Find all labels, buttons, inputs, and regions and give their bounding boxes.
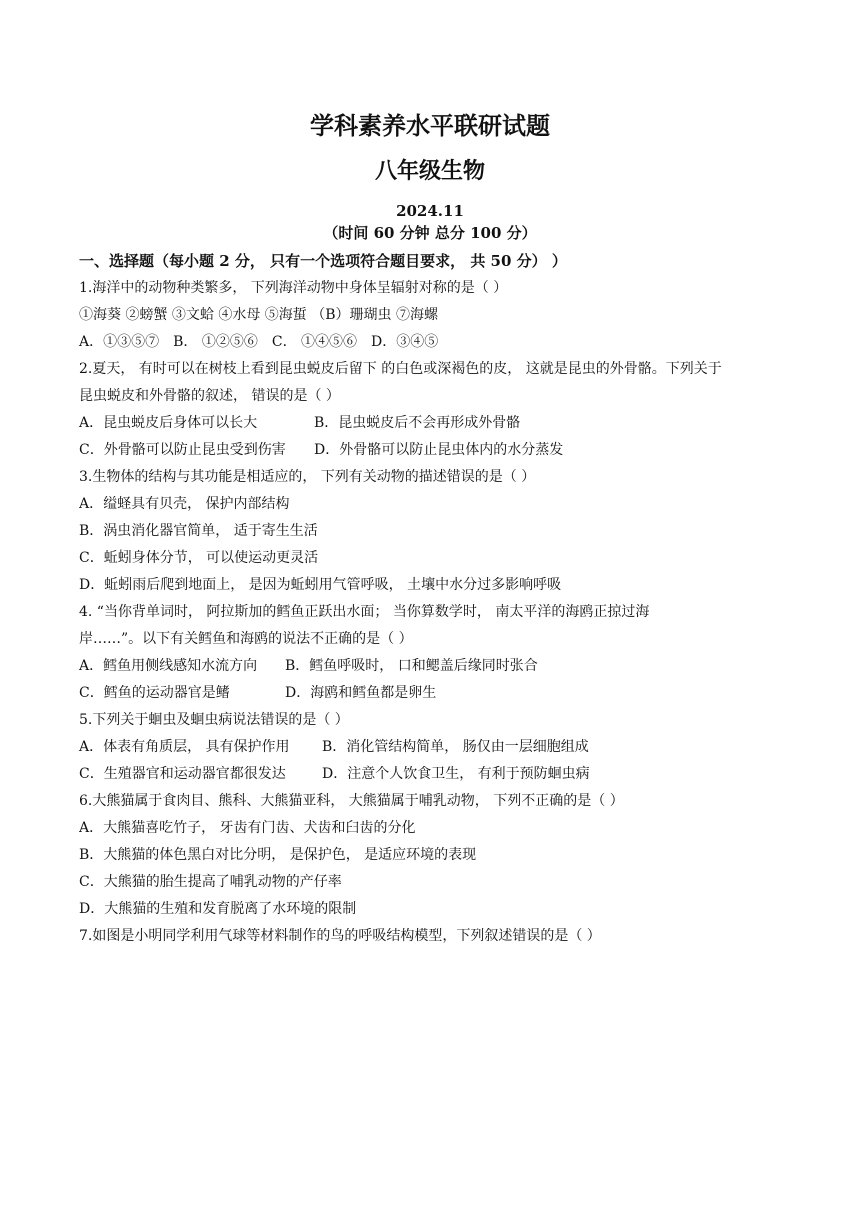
option-c: C．大熊猫的胎生提高了哺乳动物的产仔率 <box>79 874 342 890</box>
option-a: A．昆虫蜕皮后身体可以长大 <box>79 415 258 431</box>
option-row <box>79 761 784 788</box>
option-b: B．大熊猫的体色黑白对比分明， 是保护色， 是适应环境的表现 <box>79 847 477 863</box>
exam-content <box>79 248 784 950</box>
option-d: D．蚯蚓雨后爬到地面上， 是因为蚯蚓用气管呼吸， 土壤中水分过多影响呼吸 <box>79 577 562 593</box>
question-6 <box>79 788 784 923</box>
question-4 <box>79 599 784 707</box>
option-a: A．体表有角质层， 具有保护作用 <box>79 739 290 755</box>
question-3 <box>79 464 784 599</box>
option-a: A．鳕鱼用侧线感知水流方向 <box>79 658 258 674</box>
option-c: C．生殖器官和运动器官都很发达 <box>79 766 286 782</box>
option-a: A．大熊猫喜吃竹子， 牙齿有门齿、犬齿和臼齿的分化 <box>79 820 416 836</box>
option-c: C．蚯蚓身体分节， 可以使运动更灵活 <box>79 550 319 566</box>
option-b: B．涡虫消化器官简单， 适于寄生生活 <box>79 523 318 539</box>
question-stem: 2.夏天， 有时可以在树枝上看到昆虫蜕皮后留下 的白色或深褐色的皮， 这就是昆虫的外骨骼。下列关于 <box>79 361 722 377</box>
question-7 <box>79 923 784 950</box>
option-d: D．外骨骼可以防止昆虫体内的水分蒸发 <box>314 442 564 458</box>
option-c: C． ①④⑤⑥ <box>271 334 358 350</box>
question-1 <box>79 275 784 356</box>
question-stem: 3.生物体的结构与其功能是相适应的， 下列有关动物的描述错误的是（ ） <box>79 469 536 485</box>
option-b: B． ①②⑤⑥ <box>173 334 258 350</box>
option-d: D．③④⑤ <box>371 334 439 350</box>
exam-subject: 八年级生物 <box>374 158 485 184</box>
option-b: B．鳕鱼呼吸时， 口和鳃盖后缘同时张合 <box>285 658 538 674</box>
exam-date: 2024.11 <box>396 202 464 220</box>
question-stem-cont: 昆虫蜕皮和外骨骼的叙述， 错误的是（ ） <box>79 388 340 404</box>
option-row <box>79 437 784 464</box>
option-c: C．外骨骼可以防止昆虫受到伤害 <box>79 442 286 458</box>
option-b: B．昆虫蜕皮后不会再形成外骨骼 <box>314 415 521 431</box>
option-row <box>79 680 784 707</box>
option-b: B．消化管结构简单， 肠仅由一层细胞组成 <box>322 739 589 755</box>
option-d: D．大熊猫的生殖和发育脱离了水环境的限制 <box>79 901 357 917</box>
option-row <box>79 410 784 437</box>
exam-title: 学科素养水平联研试题 <box>310 111 550 140</box>
question-stem: 6.大熊猫属于食肉目、熊科、大熊猫亚科， 大熊猫属于哺乳动物， 下列不正确的是（ ） <box>79 793 624 809</box>
option-d: D．注意个人饮食卫生， 有利于预防蛔虫病 <box>322 766 590 782</box>
option-c: C．鳕鱼的运动器官是鳍 <box>79 685 230 701</box>
option-row <box>79 653 784 680</box>
question-stem: 4. “当你背单词时， 阿拉斯加的鳕鱼正跃出水面； 当你算数学时， 南太平洋的海鸥正掠过海 <box>79 604 650 620</box>
question-5 <box>79 707 784 788</box>
option-row <box>79 329 784 356</box>
exam-time-score: （时间 60 分钟 总分 100 分） <box>323 224 537 242</box>
option-d: D．海鸥和鳕鱼都是卵生 <box>285 685 437 701</box>
question-stem-cont: 岸……”。以下有关鳕鱼和海鸥的说法不正确的是（ ） <box>79 631 413 647</box>
question-stem: 7.如图是小明同学利用气球等材料制作的鸟的呼吸结构模型，下列叙述错误的是（ ） <box>79 928 601 944</box>
question-material-list: ①海葵 ②螃蟹 ③文蛤 ④水母 ⑤海蜇 （B）珊瑚虫 ⑦海螺 <box>79 307 438 323</box>
option-a: A．①③⑤⑦ <box>79 334 160 350</box>
question-2 <box>79 356 784 464</box>
option-row <box>79 734 784 761</box>
question-stem: 1.海洋中的动物种类繁多， 下列海洋动物中身体呈辐射对称的是（ ） <box>79 280 508 296</box>
option-a: A．缢蛏具有贝壳， 保护内部结构 <box>79 496 290 512</box>
section-heading: 一、选择题（每小题 2 分， 只有一个选项符合题目要求， 共 50 分） ） <box>79 252 567 270</box>
question-stem: 5.下列关于蛔虫及蛔虫病说法错误的是（ ） <box>79 712 349 728</box>
